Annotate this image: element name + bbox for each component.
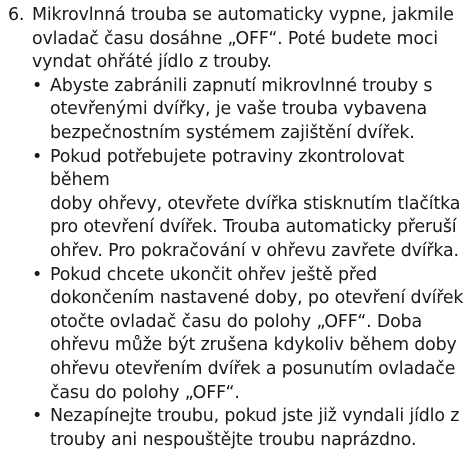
bullet-line: dokončením nastavené doby, po otevření dvířek xyxy=(50,288,464,309)
bullet-item xyxy=(32,264,464,406)
bullet-line: pro otevření dvířek. Trouba automaticky přeruší xyxy=(50,217,457,238)
bullet-line: bezpečnostním systémem zajištění dvířek. xyxy=(50,122,415,143)
bullet-text xyxy=(50,75,464,146)
bullet-list xyxy=(32,75,464,453)
bullet-item xyxy=(32,75,464,146)
intro-line: Mikrovlnná trouba se automaticky vypne, jakmile xyxy=(32,5,454,25)
bullet-text xyxy=(50,146,464,264)
instruction-step xyxy=(8,4,464,452)
bullet-item xyxy=(32,146,464,264)
bullet-dot-icon: • xyxy=(32,264,43,285)
bullet-line: ohřev. Pro pokračování v ohřevu zavřete dvířka. xyxy=(50,240,459,261)
step-body xyxy=(32,4,464,452)
step-number: 6. xyxy=(8,5,25,25)
bullet-text xyxy=(50,405,464,452)
bullet-line: Nezapínejte troubu, pokud jste již vyndali jídlo z xyxy=(50,406,460,427)
bullet-line: trouby ani nespouštějte troubu naprázdno. xyxy=(50,429,417,450)
bullet-line: otočte ovladač času do polohy „OFF“. Doba xyxy=(50,311,422,332)
bullet-item xyxy=(32,405,464,452)
bullet-dot-icon: • xyxy=(32,146,43,167)
step-intro xyxy=(32,4,464,75)
bullet-dot-icon: • xyxy=(32,406,43,427)
intro-line: ovladač času dosáhne „OFF“. Poté budete moci xyxy=(32,28,438,49)
intro-line: vyndat ohřáté jídlo z trouby. xyxy=(32,52,272,73)
bullet-line: otevřenými dvířky, je vaše trouba vybavena xyxy=(50,99,428,120)
bullet-line: Abyste zabránili zapnutí mikrovlnné trouby s xyxy=(50,75,433,96)
bullet-text xyxy=(50,264,464,406)
bullet-line: ohřevu může být zrušena kdykoliv během doby xyxy=(50,335,457,356)
bullet-line: ohřevu otevřením dvířek a posunutím ovladače xyxy=(50,358,456,379)
bullet-line: Pokud chcete ukončit ohřev ještě před xyxy=(50,264,377,285)
bullet-dot-icon: • xyxy=(32,75,43,96)
bullet-line: doby ohřevy, otevřete dvířka stisknutím tlačítka xyxy=(50,193,461,214)
bullet-line: Pokud potřebujete potraviny zkontrolovat během xyxy=(50,146,405,191)
bullet-line: času do polohy „OFF“. xyxy=(50,382,240,403)
